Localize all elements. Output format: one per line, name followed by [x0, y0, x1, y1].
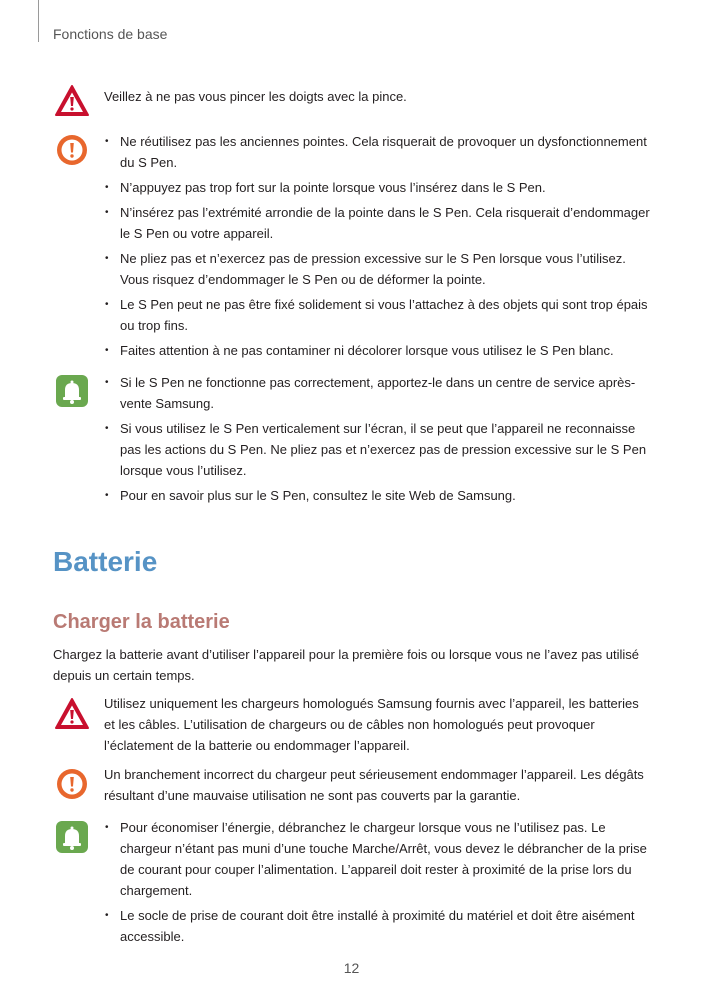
note-list [104, 372, 652, 510]
warning-triangle-icon [54, 84, 90, 118]
section-title: Batterie [53, 546, 158, 577]
warning-triangle-icon [54, 697, 90, 731]
note-bell-icon [54, 820, 90, 854]
caution-exclamation-icon [54, 767, 90, 801]
list-item: • Pour économiser l’énergie, débranchez le chargeur lorsque vous ne l’utilisez pas. Le chargeur n’étant pas muni d’une touche Marche/Arrêt, vous devez le débrancher de la prise de courant pour couper l’alimentation. L’appareil doit rester à proximité de la prise lors du chargement. [104, 817, 652, 901]
list-item: • N’insérez pas l’extrémité arrondie de la pointe dans le S Pen. Cela risquerait d’endommager le S Pen ou votre appareil. [104, 202, 652, 244]
list-item: • Si le S Pen ne fonctionne pas correctement, apportez-le dans un centre de service après-vente Samsung. [104, 372, 652, 414]
header-rule [38, 0, 39, 42]
list-item: • Pour en savoir plus sur le S Pen, consultez le site Web de Samsung. [104, 485, 652, 506]
page-number: 12 [343, 960, 360, 976]
list-item: • N’appuyez pas trop fort sur la pointe lorsque vous l’insérez dans le S Pen. [104, 177, 652, 198]
note-bell-icon [54, 374, 90, 408]
warning-text: Utilisez uniquement les chargeurs homologués Samsung fournis avec l’appareil, les batteries et les câbles. L’utilisation de chargeurs ou de câbles non homologués peut provoquer l’éclatement de la batterie ou endommager l’appareil. [104, 696, 639, 753]
caution-exclamation-icon [54, 133, 90, 167]
list-item: • Le S Pen peut ne pas être fixé solidement si vous l’attachez à des objets qui sont trop épais ou trop fins. [104, 294, 652, 336]
list-item: • Si vous utilisez le S Pen verticalement sur l’écran, il se peut que l’appareil ne reconnaisse pas les actions du S Pen. Ne pliez pas et n’exercez pas de pression excessive sur le S Pen lorsque vous l’utilisez. [104, 418, 652, 481]
note-list [104, 817, 652, 951]
caution-list [104, 131, 652, 365]
list-item: • Faites attention à ne pas contaminer ni décolorer lorsque vous utilisez le S Pen blanc. [104, 340, 652, 361]
subsection-title: Charger la batterie [53, 611, 230, 633]
list-item: • Ne réutilisez pas les anciennes pointes. Cela risquerait de provoquer un dysfonctionnement du S Pen. [104, 131, 652, 173]
list-item: • Ne pliez pas et n’exercez pas de pression excessive sur le S Pen lorsque vous l’utilisez. Vous risquez d’endommager le S Pen ou de déformer la pointe. [104, 248, 652, 290]
section-header: Fonctions de base [53, 26, 168, 42]
intro-paragraph: Chargez la batterie avant d’utiliser l’appareil pour la première fois ou lorsque vous ne l’avez pas utilisé depuis un certain temps. [53, 647, 640, 683]
warning-text: Veillez à ne pas vous pincer les doigts avec la pince. [104, 89, 407, 104]
caution-text: Un branchement incorrect du chargeur peut sérieusement endommager l’appareil. Les dégâts résultant d’une mauvaise utilisation ne sont pas couverts par la garantie. [104, 767, 644, 803]
list-item: • Le socle de prise de courant doit être installé à proximité du matériel et doit être aisément accessible. [104, 905, 652, 947]
